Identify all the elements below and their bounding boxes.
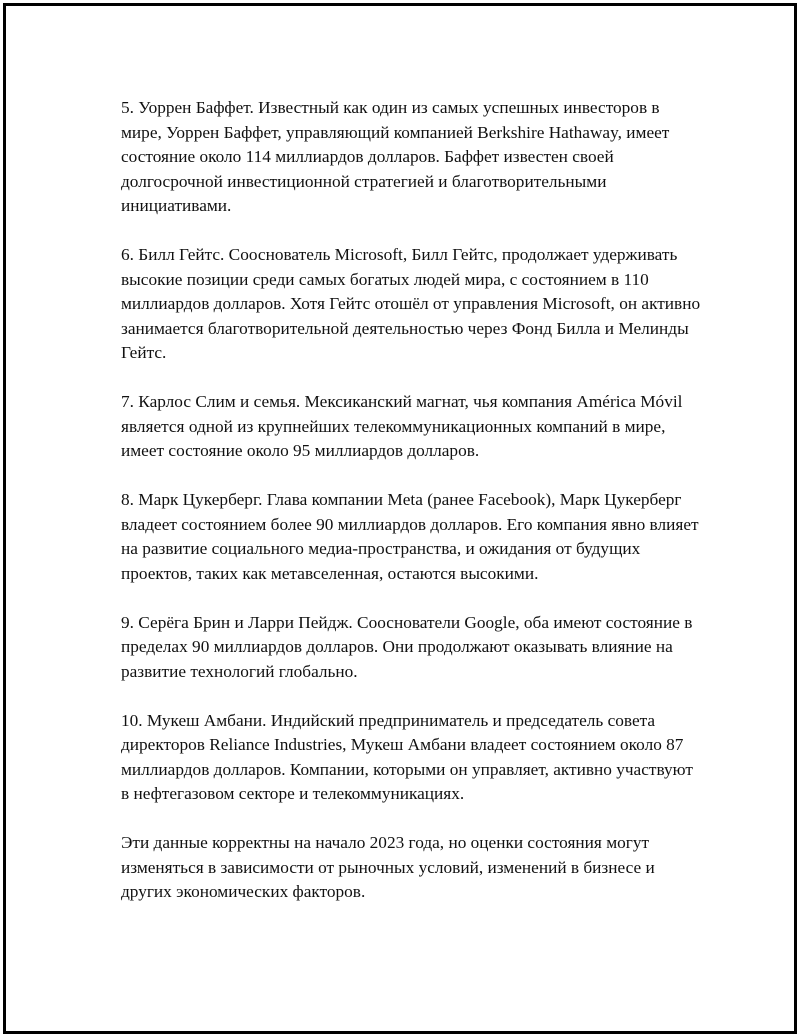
page-border — [3, 3, 797, 1034]
paragraph-slim: 7. Карлос Слим и семья. Мексиканский магнат, чья компания América Móvil является одной из крупнейших телекоммуникационных компаний в мире, имеет состояние около 95 миллиардов долларов. — [121, 392, 683, 460]
paragraph-zuckerberg: 8. Марк Цукерберг. Глава компании Meta (ранее Facebook), Марк Цукерберг владеет состоянием более 90 миллиардов долларов. Его компания явно влияет на развитие социального медиа-пространства, и ожидания от будущих проектов, таких как метавселенная, остаются высокими. — [121, 490, 699, 583]
paragraph-buffett: 5. Уоррен Баффет. Известный как один из самых успешных инвесторов в мире, Уоррен Баффет, управляющий компанией Berkshire Hathaway, имеет состояние около 114 миллиардов долларов. Баффет известен своей долгосрочной инвестиционной стратегией и благотворительными инициативами. — [121, 98, 670, 215]
paragraph-ambani: 10. Мукеш Амбани. Индийский предприниматель и председатель совета директоров Reliance Industries, Мукеш Амбани владеет состоянием около 87 миллиардов долларов. Компании, которыми он управляет, активно участвуют в нефтегазовом секторе и телекоммуникациях. — [121, 710, 693, 803]
paragraph-brin-page: 9. Серёга Брин и Ларри Пейдж. Сооснователи Google, оба имеют состояние в пределах 90 миллиардов долларов. Они продолжают оказывать влияние на развитие технологий глобально. — [121, 612, 693, 681]
paragraph-conclusion: Эти данные корректны на начало 2023 года, но оценки состояния могут изменяться в зависимости от рыночных условий, изменений в бизнесе и других экономических факторов. — [121, 833, 655, 901]
document-body — [121, 96, 701, 929]
paragraph-gates: 6. Билл Гейтс. Сооснователь Microsoft, Билл Гейтс, продолжает удерживать высокие позиции среди самых богатых людей мира, с состоянием в 110 миллиардов долларов. Хотя Гейтс отошёл от управления Microsoft, он активно занимается благотворительной деятельностью через Фонд Билла и Мелинды Гейтс. — [121, 245, 701, 362]
